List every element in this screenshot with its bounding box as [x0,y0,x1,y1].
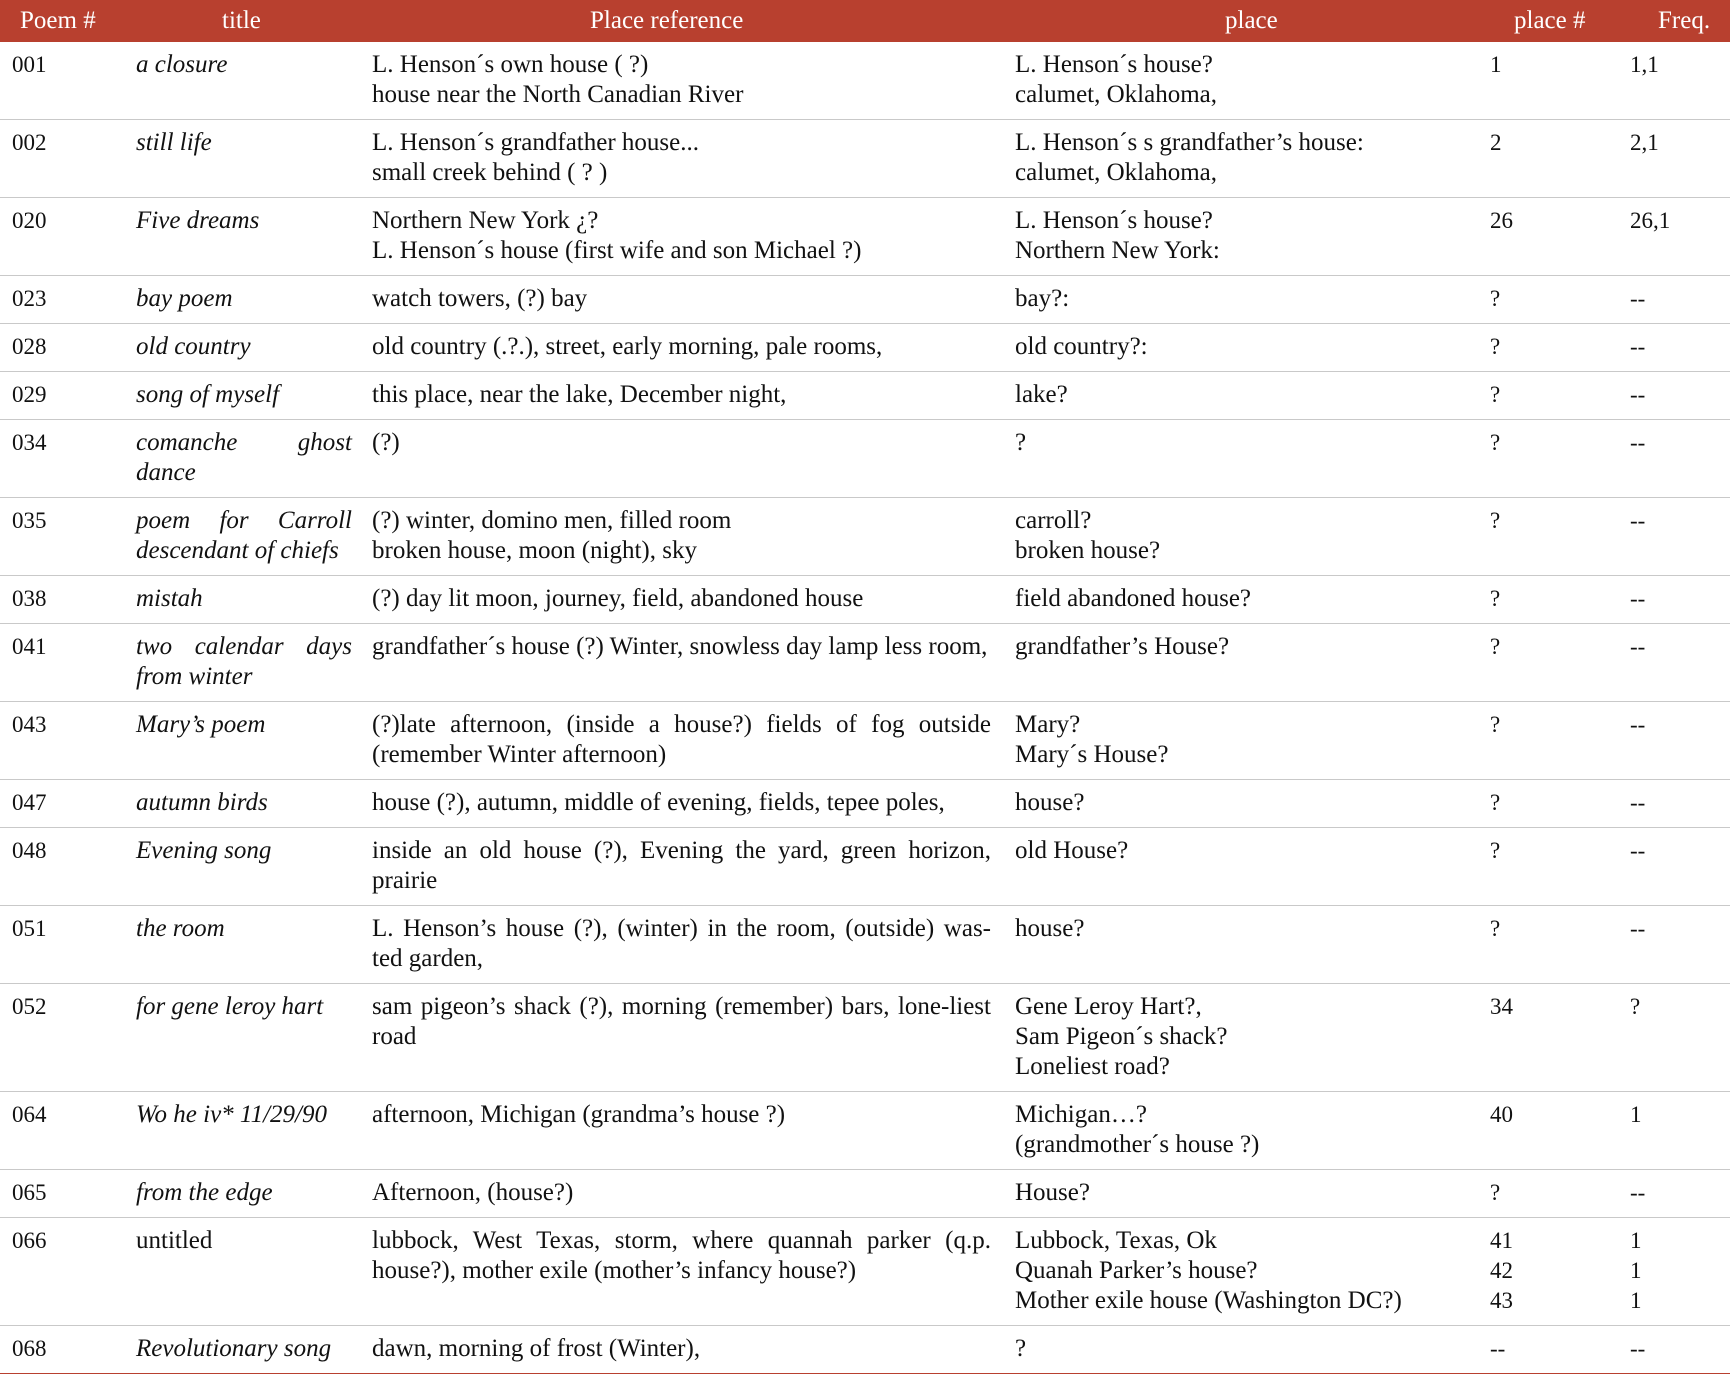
place-number-cell [1480,702,1620,780]
frequency-line: -- [1630,334,1646,359]
place-reference-line: house (?), autumn, middle of evening, fields, tepee poles, [372,789,945,816]
frequency-cell [1620,198,1730,276]
place-reference-line: small creek behind ( ? ) [372,159,608,186]
frequency-cell [1620,372,1730,420]
frequency-cell [1620,420,1730,498]
place-number-cell [1480,324,1620,372]
place-cell [1005,1218,1480,1326]
place-number-line: ? [1490,382,1501,407]
place-reference-line: (?)late afternoon, (inside a house?) fields of fog outside (remember Winter afternoon) [372,711,991,768]
poem-number-cell: 028 [0,324,124,372]
place-reference-cell [360,828,1005,906]
place-reference-cell [360,906,1005,984]
poem-title-cell: a closure [124,42,360,120]
place-reference-line: L. Henson´s grandfather house... [372,129,699,156]
poem-number-cell: 066 [0,1218,124,1326]
place-reference-cell [360,372,1005,420]
frequency-cell [1620,576,1730,624]
header-frequency: Freq. [1658,7,1711,34]
place-cell [1005,984,1480,1092]
place-line: Quanah Parker’s house? [1015,1257,1258,1284]
place-number-line: ? [1490,712,1501,737]
place-number-line: -- [1490,1336,1506,1361]
place-number-line: ? [1490,508,1501,533]
frequency-cell [1620,498,1730,576]
place-number-line: ? [1490,586,1501,611]
place-number-line: ? [1490,916,1501,941]
place-number-line: 26 [1490,208,1513,233]
place-number-cell [1480,42,1620,120]
place-number-cell [1480,828,1620,906]
table-row [0,420,1730,498]
frequency-line: 2,1 [1630,130,1659,155]
poem-title-cell: two calendar days from winter [124,624,360,702]
table-row [0,624,1730,702]
place-reference-line: inside an old house (?), Evening the yard, green horizon, prairie [372,837,991,894]
place-reference-cell [360,324,1005,372]
frequency-cell [1620,624,1730,702]
frequency-line: 1 [1630,1228,1642,1253]
header-poem-number: Poem # [20,7,96,34]
poem-title-cell: Mary’s poem [124,702,360,780]
poem-number-cell: 041 [0,624,124,702]
frequency-line: -- [1630,286,1646,311]
place-reference-cell [360,1170,1005,1218]
place-reference-line: (?) day lit moon, journey, field, abandoned house [372,585,864,612]
table-row [0,984,1730,1092]
table-row [0,702,1730,780]
place-number-line: ? [1490,286,1501,311]
frequency-line: -- [1630,430,1646,455]
frequency-line: 1 [1630,1102,1642,1127]
frequency-line: -- [1630,838,1646,863]
place-line: Mary? [1015,711,1081,738]
frequency-line: 1,1 [1630,52,1659,77]
poem-number-cell: 038 [0,576,124,624]
place-line: house? [1015,915,1085,942]
poem-title-cell: for gene leroy hart [124,984,360,1092]
place-line: calumet, Oklahoma, [1015,159,1218,186]
table-row [0,576,1730,624]
poem-title-cell: song of myself [124,372,360,420]
frequency-cell [1620,828,1730,906]
poem-title-cell: comanche ghost dance [124,420,360,498]
place-cell [1005,324,1480,372]
place-number-line: ? [1490,634,1501,659]
poem-number-cell: 068 [0,1326,124,1374]
place-reference-line: sam pigeon’s shack (?), morning (remember) bars, lone-liest road [372,993,991,1050]
place-reference-line: L. Henson´s house (first wife and son Michael ?) [372,237,862,264]
table-row [0,1218,1730,1326]
poem-title-cell: Evening song [124,828,360,906]
place-line: calumet, Oklahoma, [1015,81,1218,108]
place-number-cell [1480,1170,1620,1218]
place-cell [1005,42,1480,120]
poem-title-cell: Wo he iv* 11/29/90 [124,1092,360,1170]
place-cell [1005,1092,1480,1170]
frequency-cell [1620,324,1730,372]
place-reference-line: Northern New York ¿? [372,207,599,234]
poem-number-cell: 064 [0,1092,124,1170]
frequency-line: ? [1630,994,1641,1019]
place-line: bay?: [1015,285,1070,312]
place-number-line: 42 [1490,1258,1513,1283]
poem-title-cell: untitled [124,1218,360,1326]
table-body [0,42,1730,1374]
place-line: Mary´s House? [1015,741,1169,768]
place-number-cell [1480,576,1620,624]
table-row [0,906,1730,984]
header-place: place [1225,7,1278,34]
poem-title-cell: still life [124,120,360,198]
poem-title-cell: the room [124,906,360,984]
poem-number-cell: 052 [0,984,124,1092]
poem-number-cell: 023 [0,276,124,324]
place-cell [1005,906,1480,984]
poem-number-cell: 048 [0,828,124,906]
frequency-cell [1620,1170,1730,1218]
place-number-cell [1480,420,1620,498]
frequency-cell [1620,780,1730,828]
place-line: Gene Leroy Hart?, [1015,993,1202,1020]
place-number-cell [1480,498,1620,576]
place-line: ? [1015,429,1027,456]
place-number-cell [1480,906,1620,984]
poem-number-cell: 035 [0,498,124,576]
poem-number-cell: 029 [0,372,124,420]
place-number-line: ? [1490,790,1501,815]
place-line: house? [1015,789,1085,816]
poem-title-cell: old country [124,324,360,372]
place-line: broken house? [1015,537,1161,564]
place-reference-line: grandfather´s house (?) Winter, snowless day lamp less room, [372,633,988,660]
place-reference-cell [360,498,1005,576]
place-reference-cell [360,1092,1005,1170]
frequency-line: -- [1630,1336,1646,1361]
place-number-cell [1480,1218,1620,1326]
place-reference-line: watch towers, (?) bay [372,285,588,312]
place-cell [1005,372,1480,420]
place-number-cell [1480,120,1620,198]
poem-number-cell: 065 [0,1170,124,1218]
place-number-cell [1480,984,1620,1092]
place-number-line: ? [1490,838,1501,863]
place-cell [1005,498,1480,576]
frequency-line: -- [1630,916,1646,941]
frequency-line: -- [1630,1180,1646,1205]
place-line: (grandmother´s house ?) [1015,1131,1260,1158]
place-number-cell [1480,780,1620,828]
place-number-cell [1480,624,1620,702]
place-reference-line: Afternoon, (house?) [372,1179,574,1206]
place-line: old House? [1015,837,1129,864]
place-reference-cell [360,984,1005,1092]
place-reference-line: L. Henson´s own house ( ?) [372,51,649,78]
place-reference-cell [360,576,1005,624]
place-reference-line: afternoon, Michigan (grandma’s house ?) [372,1101,786,1128]
table-row [0,324,1730,372]
frequency-cell [1620,984,1730,1092]
place-reference-line: broken house, moon (night), sky [372,537,697,564]
place-line: ? [1015,1335,1027,1362]
place-reference-line: old country (.?.), street, early morning, pale rooms, [372,333,883,360]
place-cell [1005,198,1480,276]
place-reference-line: (?) winter, domino men, filled room [372,507,732,534]
place-reference-cell [360,120,1005,198]
place-number-line: 43 [1490,1288,1513,1313]
place-reference-line: this place, near the lake, December night, [372,381,787,408]
place-line: L. Henson´s house? [1015,51,1213,78]
place-number-line: 1 [1490,52,1502,77]
place-reference-cell [360,198,1005,276]
frequency-line: -- [1630,634,1646,659]
place-cell [1005,120,1480,198]
table-row [0,1326,1730,1374]
poem-title-cell: mistah [124,576,360,624]
place-line: lake? [1015,381,1068,408]
place-number-cell [1480,1092,1620,1170]
poem-title-cell: Five dreams [124,198,360,276]
place-reference-cell [360,42,1005,120]
frequency-cell [1620,702,1730,780]
poem-title-cell: autumn birds [124,780,360,828]
table-row [0,276,1730,324]
place-number-line: 41 [1490,1228,1513,1253]
header-place-reference: Place reference [590,7,744,34]
header-title: title [222,7,261,34]
place-cell [1005,1170,1480,1218]
place-line: Lubbock, Texas, Ok [1015,1227,1217,1254]
place-reference-line: lubbock, West Texas, storm, where quannah parker (q.p. house?), mother exile (mother’s infancy house?) [372,1227,991,1284]
frequency-cell [1620,42,1730,120]
place-reference-line: house near the North Canadian River [372,81,744,108]
place-line: carroll? [1015,507,1092,534]
poem-number-cell: 034 [0,420,124,498]
place-cell [1005,828,1480,906]
header-row [0,0,1730,42]
poem-number-cell: 043 [0,702,124,780]
place-reference-line: L. Henson’s house (?), (winter) in the room, (outside) was-ted garden, [372,915,991,972]
table-row [0,498,1730,576]
place-cell [1005,780,1480,828]
place-cell [1005,420,1480,498]
place-line: L. Henson´s house? [1015,207,1213,234]
place-number-cell [1480,372,1620,420]
table-row [0,1092,1730,1170]
frequency-line: 1 [1630,1258,1642,1283]
place-reference-line: (?) [372,429,400,456]
place-line: grandfather’s House? [1015,633,1230,660]
place-line: Michigan…? [1015,1101,1147,1128]
table-row [0,1170,1730,1218]
place-line: Sam Pigeon´s shack? [1015,1023,1228,1050]
place-reference-cell [360,780,1005,828]
place-reference-cell [360,1218,1005,1326]
table-row [0,372,1730,420]
table-row [0,780,1730,828]
place-number-line: ? [1490,1180,1501,1205]
table-row [0,42,1730,120]
place-reference-cell [360,1326,1005,1374]
place-line: Northern New York: [1015,237,1220,264]
place-line: Loneliest road? [1015,1053,1170,1080]
frequency-cell [1620,1326,1730,1374]
poem-number-cell: 020 [0,198,124,276]
place-line: field abandoned house? [1015,585,1252,612]
frequency-cell [1620,1092,1730,1170]
poem-number-cell: 001 [0,42,124,120]
frequency-line: 1 [1630,1288,1642,1313]
place-cell [1005,1326,1480,1374]
place-number-line: 34 [1490,994,1513,1019]
place-cell [1005,576,1480,624]
poem-title-cell: Revolutionary song [124,1326,360,1374]
poem-title-cell: from the edge [124,1170,360,1218]
place-number-cell [1480,1326,1620,1374]
place-line: Mother exile house (Washington DC?) [1015,1287,1402,1314]
place-number-line: 2 [1490,130,1502,155]
place-reference-cell [360,276,1005,324]
frequency-line: -- [1630,508,1646,533]
frequency-line: -- [1630,586,1646,611]
table-row [0,828,1730,906]
frequency-line: -- [1630,712,1646,737]
frequency-cell [1620,276,1730,324]
header-place-number: place # [1514,7,1586,34]
place-line: L. Henson´s s grandfather’s house: [1015,129,1364,156]
place-number-line: ? [1490,430,1501,455]
table-row [0,198,1730,276]
place-number-line: ? [1490,334,1501,359]
table-header [0,0,1730,42]
table-row [0,120,1730,198]
frequency-line: 26,1 [1630,208,1671,233]
frequency-cell [1620,906,1730,984]
poem-number-cell: 002 [0,120,124,198]
frequency-line: -- [1630,382,1646,407]
place-reference-line: dawn, morning of frost (Winter), [372,1335,701,1362]
place-number-cell [1480,276,1620,324]
place-line: old country?: [1015,333,1148,360]
place-cell [1005,276,1480,324]
frequency-cell [1620,120,1730,198]
place-reference-cell [360,624,1005,702]
place-reference-cell [360,702,1005,780]
poem-number-cell: 051 [0,906,124,984]
place-number-cell [1480,198,1620,276]
poem-title-cell: poem for Carroll descendant of chiefs [124,498,360,576]
place-reference-cell [360,420,1005,498]
place-number-line: 40 [1490,1102,1513,1127]
frequency-line: -- [1630,790,1646,815]
poem-number-cell: 047 [0,780,124,828]
place-line: House? [1015,1179,1090,1206]
place-cell [1005,702,1480,780]
poem-title-cell: bay poem [124,276,360,324]
place-cell [1005,624,1480,702]
frequency-cell [1620,1218,1730,1326]
